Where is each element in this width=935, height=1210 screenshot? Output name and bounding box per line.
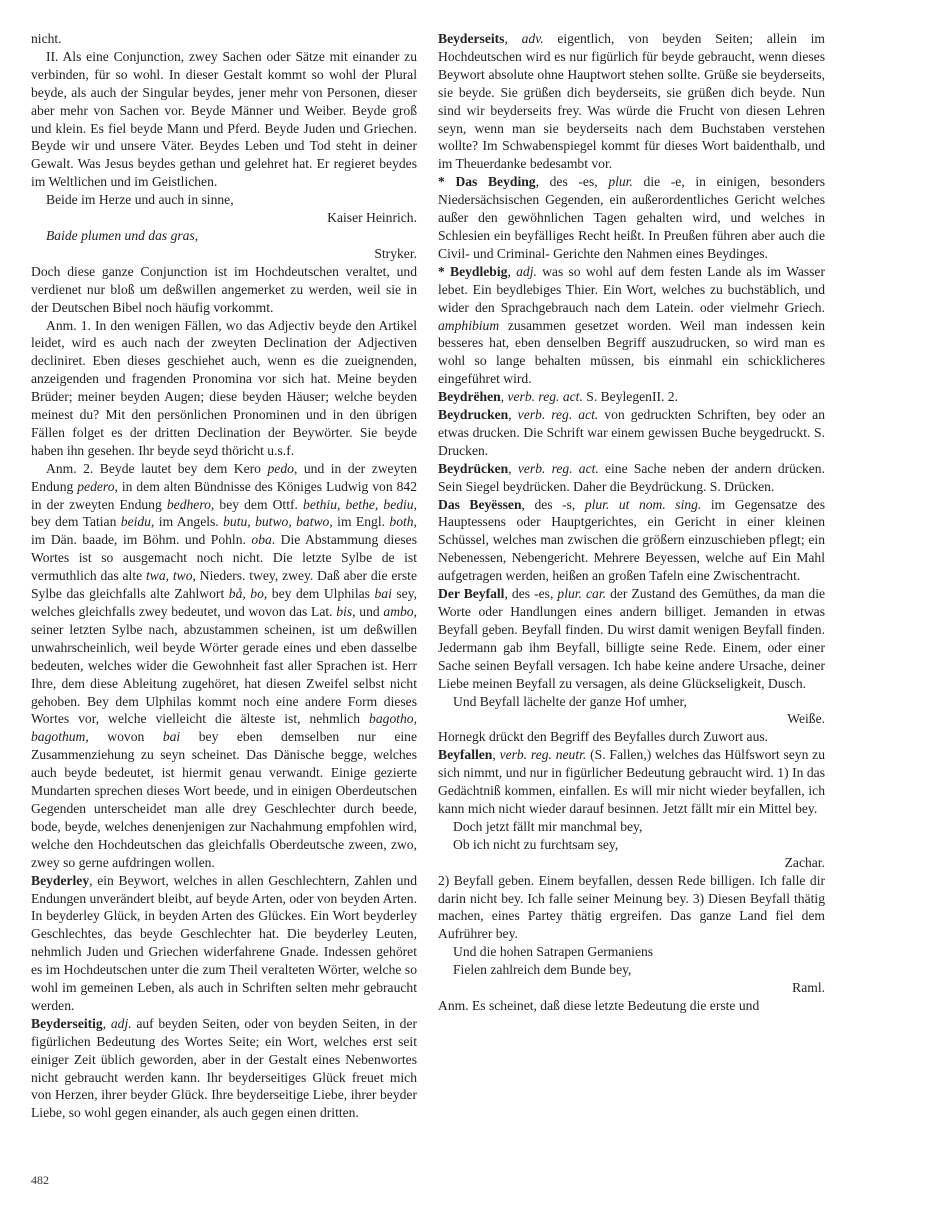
attribution: Zachar. xyxy=(784,854,825,870)
attribution: Stryker. xyxy=(374,245,417,261)
paragraph: Doch diese ganze Conjunction ist im Hochdeutschen veraltet, und verdienet nur bloß um deßwillen angemerket zu werden, weil sie in der Deutschen Bibel noch häufig vorkommt. xyxy=(31,263,417,315)
paragraph: Anm. 2. Beyde lautet bey dem Kero pedo, und in der zweyten Endung pedero, in dem alten Bündnisse des Königes Ludwig von 842 in der zweyten Endung bedhero, bey dem Ottf. bethiu, bethe, bediu, bey dem Tatian beidu, im Angels. butu, butwo, batwo, im Engl. both, im Dän. baade, im Böhm. und Pohln. oba. Die Abstammung dieses Wortes ist so ausgemacht noch nicht. Die letzte Sylbe de ist vermuthlich das alte twa, two, Nieders. twey, zwey. Daß aber die erste Sylbe das gleichfalls alte Zahlwort bå, bo, bey dem Ulphilas bai sey, welches gleichfalls zwey bedeutet, und wovon das Lat. bis, und ambo, seiner letzten Sylbe nach, abzustammen scheinen, ist um deßwillen unwahrscheinlich, weil beyde Wörter gerade eines und eben dasselbe bedeuten, welches wider die Gewohnheit fast aller Sprachen ist. Herr Ihre, dem diese Ableitung zugehöret, hat diesen Zweifel selbst nicht gehoben. Bey dem Ulphilas kommt noch eine andere Form dieses Wortes vor, welche vielleicht die älteste ist, nehmlich bagotho, bagothum, wovon bai bey eben demselben nur eine Zusammenziehung zu seyn scheinet. Das Dänische begge, welches auch beyde bedeutet, ist hiermit genau verwandt. Einige gezierte Mundarten sprechen dieses Wort beede, und in einigen Oberdeutschen Gegenden unterscheidet man alle drey Geschlechter durch beede, bode, beyde, welches denenjenigen zur Nachahmung empfohlen wird, welche den Hochdeutschen das gleichfalls Oberdeutsche zween, zwo, zwey so gerne aufdringen wollen. xyxy=(31,460,418,870)
verse-line: Und Beyfall lächelte der ganze Hof umher, xyxy=(453,693,687,709)
headword: Der Beyfall xyxy=(438,586,505,602)
headword: Beydrücken xyxy=(438,460,509,476)
entry-beydrehen: Beydrëhen, verb. reg. act. S. BeylegenII. 2. xyxy=(438,389,678,405)
headword: * Das Beyding xyxy=(438,174,536,190)
headword: Beyfallen xyxy=(438,747,493,763)
attribution: Raml. xyxy=(792,980,825,996)
verse-line: Doch jetzt fällt mir manchmal bey, xyxy=(453,818,643,834)
headword: Das Beyëssen xyxy=(438,496,522,512)
entry-beydrucken: Beydrucken, verb. reg. act. von gedruckten Schriften, bey oder an etwas drucken. Die Schrift war einem gewissen Buche beygedruckt. S. Drucken. xyxy=(438,407,825,458)
entry-beyderseitig: Beyderseitig, adj. auf beyden Seiten, oder von beyden Seiten, in der figürlichen Bedeutung des Wortes Seite; ein Wort, welches erst seit einiger Zeit üblich geworden, aber in der Gestalt eines Nebenwortes nicht gebraucht werden kann. Ihr beyderseitiges Glück freuet mich von Herzen, ihrer beyder Glück. Ihre beyderseitige Liebe, ihrer beyder Liebe, so wohl gegen einander, als auch gegen einen dritten. xyxy=(31,1015,418,1121)
paragraph: Anm. 1. In den wenigen Fällen, wo das Adjectiv beyde den Artikel leidet, wird es auch nach der zweyten Declination der Adjectiven decliniret. Eben dieses geschiehet auch, wenn es die zueignenden, anzeigenden und fragenden Pronomina vor sich hat. Meine beyden Brüder; meiner beyden Augen; diese beyden Häuser; welche beyden meinest du? Mit den persönlichen Pronominen und in den übrigen Fällen folget es der dritten Declination der Beywörter. Sie beyde haben ihn gesehen. Ihr beyde seyd thöricht u.s.f. xyxy=(31,317,417,458)
verse-line: Und die hohen Satrapen Germaniens xyxy=(453,944,654,960)
verse-line: Ob ich nicht zu furchtsam sey, xyxy=(453,836,619,852)
attribution: Weiße. xyxy=(787,711,825,727)
verse-line xyxy=(31,227,417,245)
entry-beyding: * Das Beyding, des -es, plur. die -e, in einigen, besonders Niedersächsischen Gegenden, ein außerordentliches Gericht welches außer den gewöhnlichen Tagen gehalten wird, und welches in Schlesien ein beyfälliges Recht heißt. In Preußen führen aber auch die Civil- und Criminal- Gerichte den Nahmen eines Beydinges. xyxy=(438,174,826,261)
paragraph: 2) Beyfall geben. Einem beyfallen, dessen Rede billigen. Ich falle dir darin nicht bey. Ich falle seiner Meinung bey. 3) Diesen Beyfall thätig machen, eines Partey thätig ergreifen. Das ganze Land fiel dem Aufrührer bey. xyxy=(438,872,825,942)
headword: Beydrëhen xyxy=(438,389,501,405)
left-column xyxy=(31,30,417,1122)
headword: Beyderseitig xyxy=(31,1015,103,1031)
attribution: Kaiser Heinrich. xyxy=(327,210,417,226)
paragraph: Anm. Es scheinet, daß diese letzte Bedeutung die erste und xyxy=(438,997,760,1013)
right-column xyxy=(438,30,825,1015)
entry-beydruecken: Beydrücken, verb. reg. act. eine Sache neben der andern drücken. Sein Siegel beydrücken. Daher die Beydrückung. S. Drücken. xyxy=(438,460,826,494)
page-number: 482 xyxy=(31,1173,49,1187)
paragraph: Hornegk drückt den Begriff des Beyfalles durch Zuwort aus. xyxy=(438,729,769,745)
headword: Beyderley xyxy=(31,872,90,888)
paragraph: nicht. xyxy=(31,31,62,46)
verse-line: Beide im Herze und auch in sinne, xyxy=(46,192,234,208)
headword: Beyderseits xyxy=(438,31,505,46)
entry-beyessen: Das Beyëssen, des -s, plur. ut nom. sing. im Gegensatze des Hauptessens oder Hauptgerichtes, ein Gericht in einer kleinen Schüssel, welches man zwischen die größern einzuschieben pflegt; ein Nebenessen, Nebengericht. Mehrere Beyessen, welche auf Ein Mahl aufgetragen werden, heißen an großen Tafeln eine Zwischentracht. xyxy=(438,496,825,584)
verse-line: Fielen zahlreich dem Bunde bey, xyxy=(453,962,632,978)
italic-text: Baide plumen und das gras, xyxy=(46,227,199,243)
entry-beyfall: Der Beyfall, des -es, plur. car. der Zustand des Gemüthes, da man die Worte oder Handlungen eines andern billiget. Jemanden in etwas Beyfall geben. Beyfall finden. Du wirst damit wenigen Beyfall finden. Jedermann gab ihm Beyfall, billigte seine Rede. Einem, oder einer Sache seinen Beyfall versagen. Ich habe keine andere Ursache, deiner Liebe meinen Beyfall zu versagen, als deine Glückseligkeit, Dusch. xyxy=(438,586,826,691)
entry-beyderseits: Beyderseits, adv. eigentlich, von beyden Seiten; allein im Hochdeutschen wird es nur figürlich für beyde gebraucht, wenn dieses Beywort absolute ohne Hauptwort stehen sollte. Grüße sie beyderseits, sie beyde. Sie grüßen dich beyderseits, sie grüßen dich beyde. Nun sind wir beyderseits frey. Was würde die Frucht von diesen Lehren seyn, wenn man sie beyderseits nach dem Buchstaben verstehen wollte? Im Schwabenspiegel kommt für dieses Wort baidenthalb, und im Theuerdanke bedesambt vor. xyxy=(438,31,825,172)
entry-beyfallen: Beyfallen, verb. reg. neutr. (S. Fallen,) welches das Hülfswort seyn zu sich nimmt, und nur in figürlicher Bedeutung gebraucht wird. 1) In das Gedächtniß kommen, einfallen. Es will mir nicht wieder beyfallen, ich kann mich nicht wieder darauf besinnen. Jetzt fällt mir ein Mittel bey. xyxy=(438,747,826,816)
headword: * Beydlebig xyxy=(438,263,508,279)
headword: Beydrucken xyxy=(438,407,509,423)
entry-beydlebig: * Beydlebig, adj. was so wohl auf dem festen Lande als im Wasser lebet. Ein beydlebiges Thier. Ein Wort, welches zu buchstäblich, und wider den Sprachgebrauch nach dem Latein. oder vielmehr Griech. amphibium zusammen gesetzet worden. Weil man indessen kein besseres hat, eben denselben Begriff auszudrucken, so wird man es wohl so lange behalten müssen, bis einmahl ein schicklicheres eingeführet wird. xyxy=(438,263,825,387)
entry-beyderley: Beyderley, ein Beywort, welches in allen Geschlechtern, Zahlen und Endungen unverändert bleibt, auf beyde Arten, oder von beyden Arten. In beyderley Glück, in beyden Arten des Glückes. Ein Wort beyderley Geschlechtes, das beyde Geschlechter hat. Die beyderley Leuten, nehmlich Juden und Griechen widerfahrene Gnade. Indessen gehöret es im Hochdeutschen unter die zum Theil veralteten Wörter, welche so wohl im gemeinen Leben, als auch in Schriften selten mehr gebraucht werden. xyxy=(31,872,417,1013)
paragraph: II. Als eine Conjunction, zwey Sachen oder Sätze mit einander zu verbinden, für so wohl. In dieser Gestalt kommt so wohl der Plural beyde, als auch der Singular beydes, jener mehr von Personen, dieser aber mehr von Sachen vor. Beyde Männer und Weiber. Beyde groß und klein. Es fiel beyde Mann und Pferd. Beyde Juden und Griechen. Beyde wir und unsere Väter. Beydes Leben und Tod steht in deiner Gewalt. Was Jesus beydes gethan und gelehret hat. Er regieret beydes im Weltlichen und im Geistlichen. xyxy=(31,48,417,190)
